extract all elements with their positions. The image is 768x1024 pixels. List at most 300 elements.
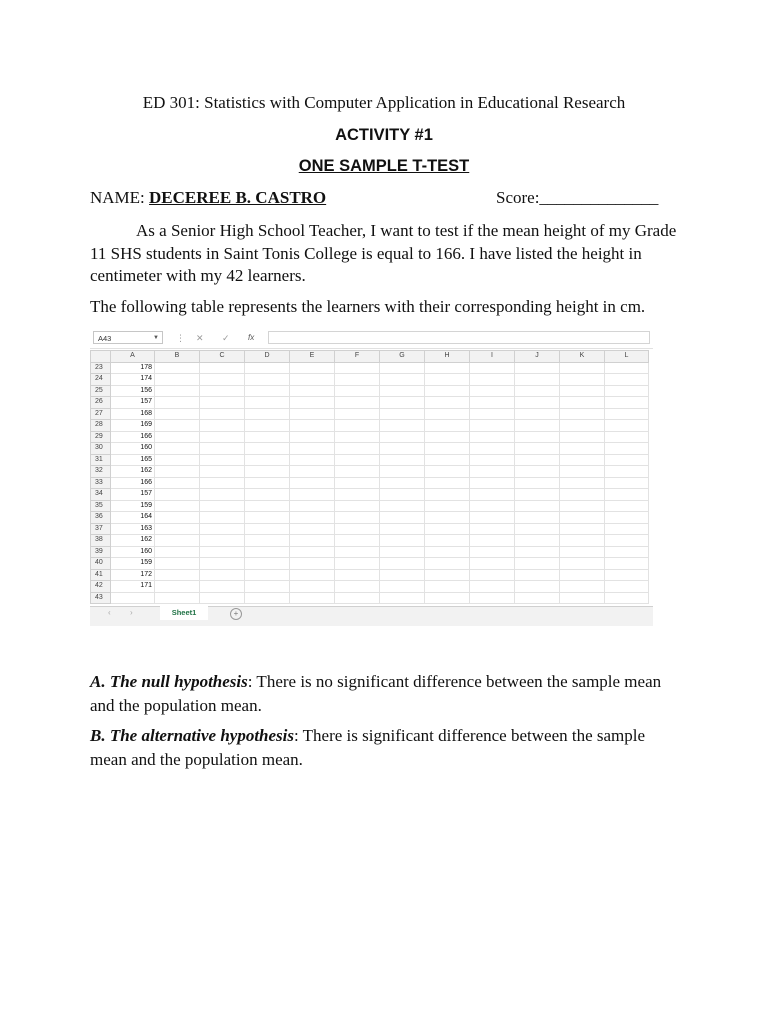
row-number: 36	[91, 512, 111, 524]
table-cell	[290, 569, 335, 581]
table-cell: 172	[111, 569, 155, 581]
table-cell	[200, 523, 245, 535]
table-cell	[560, 500, 605, 512]
table-cell	[560, 523, 605, 535]
table-cell: 164	[111, 512, 155, 524]
table-cell	[335, 374, 380, 386]
table-cell	[515, 374, 560, 386]
row-number: 31	[91, 454, 111, 466]
table-cell	[290, 454, 335, 466]
column-header: E	[290, 351, 335, 363]
table-cell	[335, 489, 380, 501]
table-cell	[155, 443, 200, 455]
table-cell	[470, 408, 515, 420]
table-cell	[380, 512, 425, 524]
table-cell: 169	[111, 420, 155, 432]
table-row	[91, 535, 649, 547]
column-header: I	[470, 351, 515, 363]
table-cell	[380, 592, 425, 604]
table-cell	[605, 477, 649, 489]
row-number: 29	[91, 431, 111, 443]
table-cell	[290, 408, 335, 420]
table-cell	[380, 362, 425, 374]
table-cell: 165	[111, 454, 155, 466]
column-header: A	[111, 351, 155, 363]
table-cell	[515, 535, 560, 547]
table-cell	[605, 385, 649, 397]
table-cell	[425, 454, 470, 466]
name-box-value: A43	[98, 334, 112, 343]
row-number: 27	[91, 408, 111, 420]
table-cell	[155, 385, 200, 397]
alternative-hypothesis	[90, 724, 680, 771]
table-cell	[425, 546, 470, 558]
table-cell	[380, 374, 425, 386]
table-cell	[380, 535, 425, 547]
table-cell	[290, 592, 335, 604]
activity-title: ACTIVITY #1	[335, 126, 433, 144]
table-cell	[605, 523, 649, 535]
table-cell	[560, 397, 605, 409]
table-cell	[470, 523, 515, 535]
table-cell	[470, 512, 515, 524]
table-cell	[605, 592, 649, 604]
activity-subtitle: ONE SAMPLE T-TEST	[298, 157, 470, 175]
table-cell	[245, 581, 290, 593]
table-cell	[290, 500, 335, 512]
sheet-tab-bar	[90, 606, 653, 621]
table-cell	[425, 535, 470, 547]
table-cell	[290, 523, 335, 535]
table-cell	[335, 466, 380, 478]
table-cell: 178	[111, 362, 155, 374]
table-cell	[560, 546, 605, 558]
table-cell	[515, 431, 560, 443]
table-cell	[380, 408, 425, 420]
table-cell	[200, 558, 245, 570]
table-cell	[245, 592, 290, 604]
table-cell	[605, 512, 649, 524]
table-cell: 174	[111, 374, 155, 386]
table-cell	[470, 477, 515, 489]
table-cell	[335, 362, 380, 374]
table-cell	[470, 558, 515, 570]
table-cell	[605, 581, 649, 593]
row-number: 25	[91, 385, 111, 397]
table-cell	[335, 385, 380, 397]
table-cell	[200, 374, 245, 386]
column-header: D	[245, 351, 290, 363]
table-cell	[605, 569, 649, 581]
null-hypothesis	[90, 670, 680, 717]
table-cell: 159	[111, 558, 155, 570]
table-cell	[335, 420, 380, 432]
table-cell	[425, 362, 470, 374]
table-cell: 157	[111, 397, 155, 409]
table-cell	[155, 374, 200, 386]
table-cell	[290, 385, 335, 397]
student-name: DECEREE B. CASTRO	[149, 188, 327, 207]
table-cell	[335, 546, 380, 558]
table-cell	[290, 362, 335, 374]
table-cell	[605, 535, 649, 547]
sheet-tab: Sheet1	[160, 606, 208, 622]
table-cell: 160	[111, 443, 155, 455]
table-cell	[155, 558, 200, 570]
table-intro: The following table represents the learners with their corresponding height in cm.	[90, 297, 646, 316]
table-cell	[425, 420, 470, 432]
row-number: 42	[91, 581, 111, 593]
table-cell	[335, 431, 380, 443]
table-cell	[470, 420, 515, 432]
table-cell	[425, 443, 470, 455]
table-cell	[470, 466, 515, 478]
table-row	[91, 362, 649, 374]
table-cell	[560, 374, 605, 386]
table-cell	[605, 466, 649, 478]
table-cell	[605, 443, 649, 455]
table-row	[91, 500, 649, 512]
table-cell	[470, 569, 515, 581]
table-row	[91, 477, 649, 489]
table-cell	[560, 408, 605, 420]
table-cell	[515, 489, 560, 501]
table-cell	[290, 466, 335, 478]
table-cell	[560, 592, 605, 604]
table-cell	[111, 592, 155, 604]
table-cell	[155, 477, 200, 489]
table-cell	[425, 558, 470, 570]
table-cell: 166	[111, 431, 155, 443]
table-cell	[470, 546, 515, 558]
table-cell	[335, 408, 380, 420]
row-number: 30	[91, 443, 111, 455]
table-cell	[380, 581, 425, 593]
table-cell	[335, 569, 380, 581]
table-cell: 163	[111, 523, 155, 535]
table-cell	[515, 454, 560, 466]
table-cell	[515, 477, 560, 489]
table-row	[91, 489, 649, 501]
table-cell	[200, 362, 245, 374]
table-row	[91, 581, 649, 593]
table-cell	[245, 362, 290, 374]
table-row	[91, 592, 649, 604]
table-cell	[290, 512, 335, 524]
table-cell	[155, 500, 200, 512]
table-cell	[200, 466, 245, 478]
table-cell	[200, 535, 245, 547]
table-cell	[425, 592, 470, 604]
table-cell	[560, 477, 605, 489]
table-cell	[515, 420, 560, 432]
table-cell	[560, 558, 605, 570]
function-icon: fx	[248, 333, 255, 342]
table-cell	[290, 535, 335, 547]
table-cell	[605, 374, 649, 386]
column-header: F	[335, 351, 380, 363]
column-header: B	[155, 351, 200, 363]
table-cell	[470, 431, 515, 443]
table-row	[91, 558, 649, 570]
row-number: 43	[91, 592, 111, 604]
table-cell	[560, 454, 605, 466]
table-cell	[380, 454, 425, 466]
intro-paragraph: As a Senior High School Teacher, I want to test if the mean height of my Grade 11 SHS students in Saint Tonis College is equal to 166. I have listed the height in centimeter with my 42 learners.	[90, 221, 677, 285]
table-cell	[470, 535, 515, 547]
table-cell	[515, 385, 560, 397]
row-number: 24	[91, 374, 111, 386]
formula-input	[268, 331, 650, 344]
table-cell	[335, 397, 380, 409]
table-cell	[515, 500, 560, 512]
table-cell	[155, 466, 200, 478]
alternative-hypothesis-lead: B. The alternative hypothesis	[90, 726, 294, 745]
table-cell	[425, 512, 470, 524]
more-icon: ⋮	[176, 333, 185, 343]
row-number: 40	[91, 558, 111, 570]
table-cell	[605, 546, 649, 558]
name-box	[93, 331, 163, 344]
table-cell	[470, 581, 515, 593]
table-cell	[290, 489, 335, 501]
spreadsheet-screenshot	[90, 328, 653, 626]
table-cell	[245, 385, 290, 397]
table-cell	[245, 397, 290, 409]
table-cell	[155, 546, 200, 558]
formula-bar	[90, 328, 653, 349]
table-cell	[605, 454, 649, 466]
table-cell: 162	[111, 535, 155, 547]
table-cell	[380, 546, 425, 558]
table-cell	[605, 431, 649, 443]
table-row	[91, 431, 649, 443]
row-number: 33	[91, 477, 111, 489]
table-cell	[470, 397, 515, 409]
table-cell	[290, 558, 335, 570]
table-cell	[515, 581, 560, 593]
table-cell	[470, 454, 515, 466]
table-row	[91, 420, 649, 432]
course-title: ED 301: Statistics with Computer Application in Educational Research	[142, 93, 626, 112]
table-cell	[515, 397, 560, 409]
table-cell	[470, 362, 515, 374]
row-number: 32	[91, 466, 111, 478]
status-bar	[90, 620, 653, 626]
table-cell: 162	[111, 466, 155, 478]
table-cell	[605, 500, 649, 512]
table-cell	[380, 443, 425, 455]
table-cell	[380, 500, 425, 512]
table-cell	[425, 431, 470, 443]
table-cell	[155, 362, 200, 374]
table-cell	[200, 477, 245, 489]
table-cell	[470, 500, 515, 512]
table-cell: 171	[111, 581, 155, 593]
cancel-icon: ✕	[196, 333, 204, 343]
table-cell	[515, 592, 560, 604]
table-cell	[380, 397, 425, 409]
table-cell	[155, 512, 200, 524]
table-cell: 159	[111, 500, 155, 512]
table-cell	[200, 489, 245, 501]
table-cell	[515, 523, 560, 535]
table-cell	[290, 420, 335, 432]
table-cell	[515, 443, 560, 455]
table-cell	[200, 592, 245, 604]
table-cell	[155, 408, 200, 420]
table-cell	[155, 431, 200, 443]
table-cell	[515, 362, 560, 374]
row-number: 26	[91, 397, 111, 409]
table-cell	[245, 523, 290, 535]
table-cell	[155, 397, 200, 409]
table-row	[91, 569, 649, 581]
table-cell	[425, 374, 470, 386]
table-cell	[245, 535, 290, 547]
table-cell	[470, 489, 515, 501]
table-cell	[605, 558, 649, 570]
table-cell	[335, 535, 380, 547]
table-cell	[560, 489, 605, 501]
row-number: 35	[91, 500, 111, 512]
table-cell: 166	[111, 477, 155, 489]
table-cell	[155, 420, 200, 432]
table-cell	[560, 466, 605, 478]
table-cell	[425, 569, 470, 581]
table-cell	[335, 443, 380, 455]
table-cell	[425, 523, 470, 535]
table-cell	[290, 374, 335, 386]
table-cell	[245, 569, 290, 581]
table-row	[91, 546, 649, 558]
table-cell	[335, 500, 380, 512]
table-cell	[200, 454, 245, 466]
table-cell	[335, 523, 380, 535]
table-cell	[380, 489, 425, 501]
table-cell	[560, 512, 605, 524]
table-cell	[560, 535, 605, 547]
column-header: C	[200, 351, 245, 363]
null-hypothesis-text: : There is no significant difference between the sample mean and the population mean.	[90, 672, 662, 715]
table-cell	[425, 408, 470, 420]
row-number: 39	[91, 546, 111, 558]
table-cell	[200, 569, 245, 581]
table-cell	[245, 546, 290, 558]
enter-icon: ✓	[222, 333, 230, 343]
table-cell	[425, 397, 470, 409]
table-cell	[245, 443, 290, 455]
table-cell	[560, 385, 605, 397]
table-cell	[245, 489, 290, 501]
table-cell	[605, 420, 649, 432]
table-row	[91, 512, 649, 524]
table-cell	[335, 581, 380, 593]
table-cell	[515, 546, 560, 558]
table-cell: 157	[111, 489, 155, 501]
table-cell	[290, 581, 335, 593]
table-cell	[425, 477, 470, 489]
table-cell	[200, 408, 245, 420]
table-cell	[425, 489, 470, 501]
table-cell	[335, 477, 380, 489]
table-cell	[515, 558, 560, 570]
table-cell	[425, 581, 470, 593]
table-cell	[245, 512, 290, 524]
row-number: 28	[91, 420, 111, 432]
table-row	[91, 408, 649, 420]
table-cell	[335, 592, 380, 604]
column-header: K	[560, 351, 605, 363]
table-cell	[515, 569, 560, 581]
table-cell	[155, 592, 200, 604]
table-cell	[515, 408, 560, 420]
table-cell	[605, 408, 649, 420]
table-cell	[245, 477, 290, 489]
table-cell	[380, 477, 425, 489]
table-cell	[470, 592, 515, 604]
table-row	[91, 466, 649, 478]
table-cell	[605, 362, 649, 374]
table-cell: 168	[111, 408, 155, 420]
table-cell	[200, 546, 245, 558]
table-cell	[425, 385, 470, 397]
table-cell	[515, 512, 560, 524]
table-cell	[470, 385, 515, 397]
table-cell	[470, 443, 515, 455]
table-cell	[200, 420, 245, 432]
table-cell	[380, 523, 425, 535]
table-cell	[380, 420, 425, 432]
table-cell	[380, 431, 425, 443]
table-cell	[200, 581, 245, 593]
table-cell	[245, 454, 290, 466]
table-cell	[245, 431, 290, 443]
table-cell	[470, 374, 515, 386]
row-number: 34	[91, 489, 111, 501]
table-cell	[200, 385, 245, 397]
table-cell	[200, 443, 245, 455]
table-cell	[155, 581, 200, 593]
row-number: 38	[91, 535, 111, 547]
table-cell	[380, 385, 425, 397]
table-cell	[560, 420, 605, 432]
table-row	[91, 523, 649, 535]
name-line	[90, 188, 326, 208]
row-number: 23	[91, 362, 111, 374]
table-cell	[200, 431, 245, 443]
table-cell	[515, 466, 560, 478]
table-cell	[605, 397, 649, 409]
table-cell	[560, 581, 605, 593]
next-sheet-icon: ›	[130, 608, 133, 617]
column-header: L	[605, 351, 649, 363]
table-row	[91, 443, 649, 455]
table-cell	[245, 374, 290, 386]
table-cell	[155, 569, 200, 581]
table-cell: 156	[111, 385, 155, 397]
chevron-down-icon: ▼	[153, 335, 159, 341]
score-line: Score:______________	[496, 188, 659, 207]
spreadsheet-grid	[90, 350, 649, 604]
table-cell	[290, 546, 335, 558]
table-cell	[560, 362, 605, 374]
prev-sheet-icon: ‹	[108, 608, 111, 617]
name-label: NAME:	[90, 188, 150, 207]
table-cell	[560, 443, 605, 455]
table-cell	[335, 558, 380, 570]
row-number: 41	[91, 569, 111, 581]
